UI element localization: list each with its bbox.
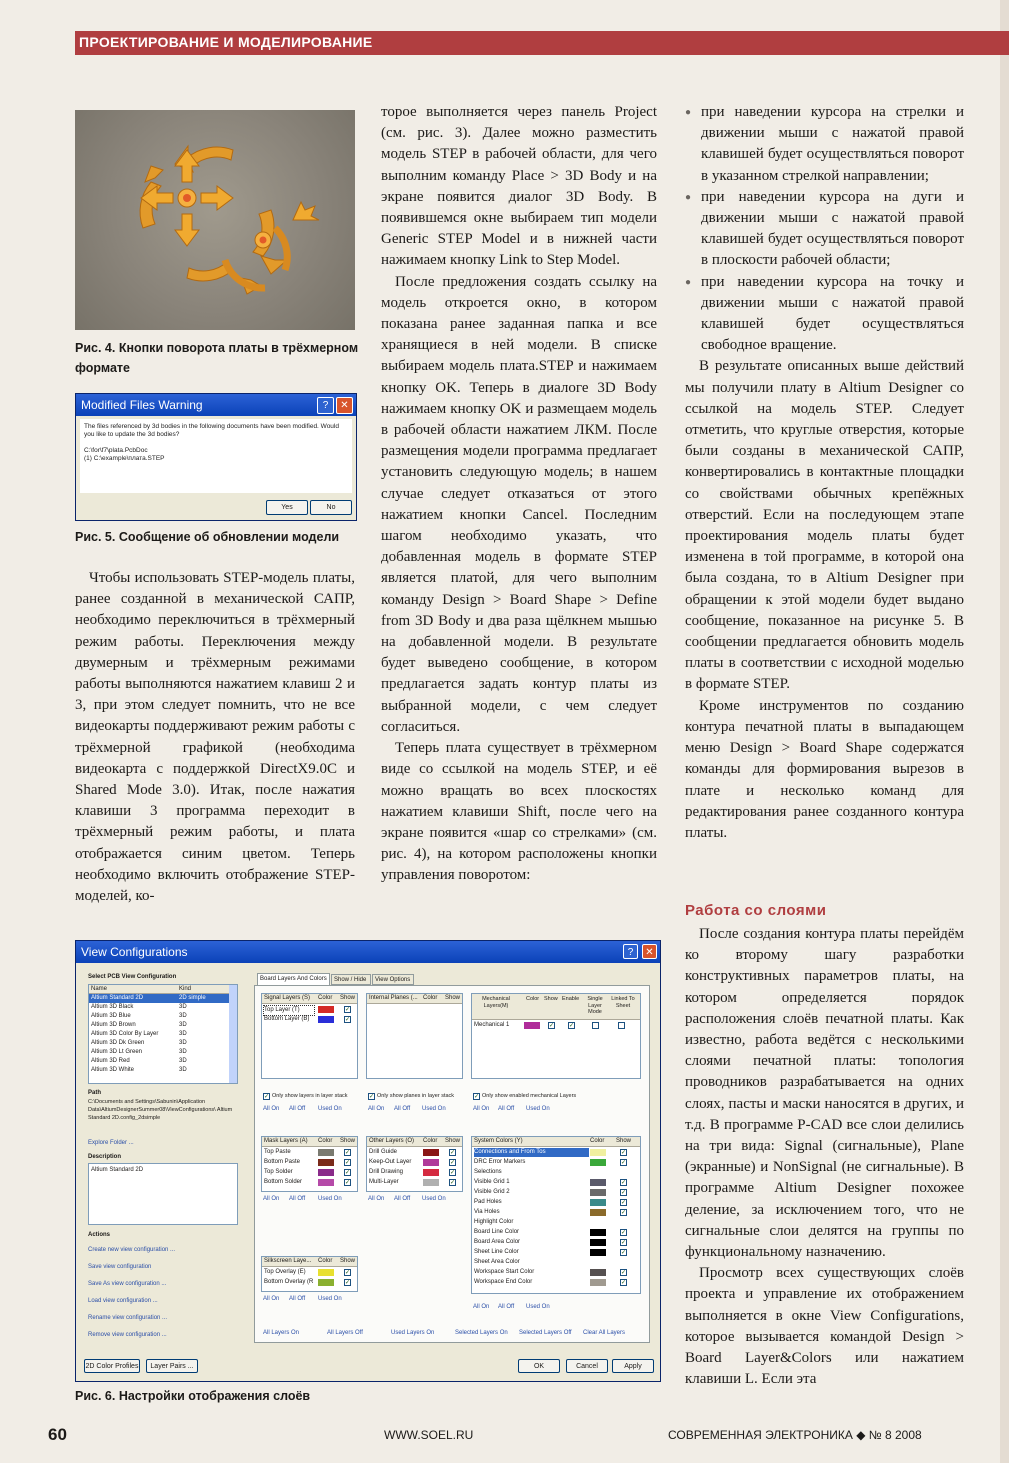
layer-name[interactable]: Top Overlay (E) bbox=[264, 1269, 306, 1275]
config-name: Altium 3D Color By Layer bbox=[91, 1031, 159, 1037]
column-3-paragraph-2: Кроме инструментов по созданию контура печатной платы в выпадающем меню Design > Board Shape содержатся команды для формирования вырезов в плате и несколько команд для редактирования ранее созданного контура платы. bbox=[685, 697, 964, 841]
signal-layers-table bbox=[261, 993, 358, 1079]
silkscreen-layers-table bbox=[261, 1256, 358, 1292]
actions-label: Actions bbox=[88, 1232, 111, 1238]
tab-board-layers[interactable]: Board Layers And Colors bbox=[257, 973, 330, 985]
dialog-body bbox=[80, 419, 352, 493]
bottom-link[interactable]: All Layers On bbox=[263, 1330, 300, 1336]
mask-layers-table bbox=[261, 1136, 358, 1192]
section-title: ПРОЕКТИРОВАНИЕ И МОДЕЛИРОВАНИЕ bbox=[79, 34, 373, 50]
all-on-link[interactable]: All On bbox=[263, 1196, 280, 1202]
bullet-item: ● при наведении курсора на дуги и движении мыши с нажатой правой клавишей будет осуществляться поворот в плоскости рабочей области; bbox=[685, 187, 964, 272]
layer-name[interactable]: Keep-Out Layer bbox=[369, 1159, 412, 1165]
show-checkbox[interactable]: ✓ bbox=[345, 1170, 351, 1176]
color-swatch[interactable] bbox=[590, 1189, 606, 1196]
layer-name[interactable]: Drill Drawing bbox=[369, 1169, 404, 1175]
only-planes-label: Only show planes in layer stack bbox=[377, 1093, 455, 1099]
column-1-paragraph: Чтобы использовать STEP-модель платы, ранее созданной в механической САПР, необходимо переключиться в трёхмерный режим работы. Переключения между двумерным и трёхмерным режимами работы выполняются нажатием клавиш 2 и 3, при этом следует помнить, что не все видеокарты поддерживают режим работы с трёхмерной графикой (необходима видеокарта с поддержкой DirectX9.0C и Shared Mode 3.0). Итак, после нажатия клавиши 3 программа переходит в трёхмерный режим работы, и плата отображается синим цветом. Теперь необходимо включить отображение STEP-моделей, ко- bbox=[75, 570, 355, 905]
bottom-link[interactable]: Selected Layers On bbox=[455, 1330, 508, 1336]
dialog-titlebar bbox=[76, 394, 356, 416]
help-icon[interactable]: ? bbox=[317, 397, 334, 414]
layer-name[interactable]: Bottom Overlay (R bbox=[264, 1279, 314, 1285]
color-swatch[interactable] bbox=[423, 1159, 439, 1166]
col-name-header: Name bbox=[91, 986, 108, 992]
color-header: Color bbox=[590, 1138, 605, 1144]
layer-name[interactable]: Board Line Color bbox=[474, 1229, 520, 1235]
show-header: Show bbox=[544, 996, 558, 1002]
config-name: Altium 3D Black bbox=[91, 1004, 134, 1010]
internal-planes-table bbox=[366, 993, 463, 1079]
show-checkbox[interactable]: ✓ bbox=[345, 1007, 351, 1013]
config-kind: 3D bbox=[179, 1058, 187, 1064]
close-icon[interactable]: ✕ bbox=[642, 944, 657, 959]
color-swatch[interactable] bbox=[318, 1279, 334, 1286]
show-checkbox[interactable]: ✓ bbox=[621, 1270, 627, 1276]
color-swatch[interactable] bbox=[590, 1149, 606, 1156]
column-3-paragraph-3: После создания контура платы перейдём ко второму шагу разработки конструктивных параметров платы, на котором определяется порядок расположения слоёв печатной платы. Как известно, работа ведётся с несколькими слоями печатной платы: топология проводников разрабатывается на одних слоях, пасты и маски наносятся в других, и т.д. В программе P-CAD все слои делились на три вида: Signal (сигнальные), Plane (экранные) и NonSignal (не сигнальные). В программе Altium Designer похожее деление, за исключением того, что не сигнальные слои делятся на группы по функциональному назначению. bbox=[685, 926, 964, 1261]
config-kind: 3D bbox=[179, 1004, 187, 1010]
color-swatch[interactable] bbox=[524, 1022, 540, 1029]
description-box[interactable]: Altium Standard 2D bbox=[88, 1163, 238, 1225]
system-colors-table bbox=[471, 1136, 641, 1294]
diamond-icon: ◆ bbox=[856, 1428, 866, 1442]
color-swatch[interactable] bbox=[590, 1199, 606, 1206]
layer-name[interactable]: Visible Grid 2 bbox=[474, 1189, 510, 1195]
other-header: Other Layers (O) bbox=[369, 1138, 415, 1144]
color-swatch[interactable] bbox=[590, 1179, 606, 1186]
mechanical-layers-table bbox=[471, 993, 641, 1079]
no-button[interactable]: No bbox=[310, 500, 352, 515]
used-on-link[interactable]: Used On bbox=[318, 1296, 342, 1302]
config-row[interactable] bbox=[89, 1066, 237, 1075]
page-number: 60 bbox=[48, 1425, 67, 1444]
footer-journal bbox=[668, 1428, 922, 1442]
column-3-lower bbox=[685, 924, 964, 1390]
path-label: Path bbox=[88, 1090, 102, 1096]
tab-show-hide[interactable]: Show / Hide bbox=[331, 974, 371, 985]
config-row[interactable] bbox=[89, 1021, 237, 1030]
footer-url: WWW.SOEL.RU bbox=[384, 1428, 474, 1442]
column-3-paragraph-1: В результате описанных выше действий мы получили плату в Altium Designer со ссылкой на модель STEP. Следует отметить, что круглые отверстия, которые были созданы в механической САПР, конвертировались в контактные площадки со свойствами обычных крепёжных отверстий. Если на последующем этапе проектирования модель платы будет изменена в той программе, в которой она была создана, то в Altium Designer при обращении к этой модели будет выдано сообщение, показанное на рисунке 5. В сообщении предлагается обновить модель платы в соответствии с исходной моделью в формате STEP. bbox=[685, 358, 964, 693]
layer-name[interactable]: Workspace Start Color bbox=[474, 1269, 535, 1275]
system-header: System Colors (Y) bbox=[474, 1138, 523, 1144]
config-name: Altium 3D Blue bbox=[91, 1013, 131, 1019]
all-on-link[interactable]: All On bbox=[263, 1106, 280, 1112]
description-label: Description bbox=[88, 1154, 122, 1160]
show-checkbox[interactable]: ✓ bbox=[549, 1023, 555, 1029]
config-name: Altium 3D Red bbox=[91, 1058, 130, 1064]
dialog-titlebar bbox=[76, 941, 660, 963]
show-checkbox[interactable]: ✓ bbox=[621, 1160, 627, 1166]
show-checkbox[interactable]: ✓ bbox=[345, 1280, 351, 1286]
layer-name[interactable]: Selections bbox=[474, 1169, 502, 1175]
single-layer-checkbox[interactable] bbox=[592, 1022, 599, 1029]
all-on-link[interactable]: All On bbox=[368, 1196, 385, 1202]
column-2-paragraph-1: торое выполняется через панель Project (см. рис. 3). Далее можно разместить модель STEP в рабочей области, для чего выполним команду Place > 3D Body и на экране появится диалог 3D Body. В появившемся окне выбираем тип модели Generic STEP Model и в нижней части нажимаем кнопку Link to Step Model. bbox=[381, 104, 657, 269]
config-list[interactable] bbox=[88, 984, 238, 1084]
config-kind: 3D bbox=[179, 1022, 187, 1028]
used-on-link[interactable]: Used On bbox=[422, 1196, 446, 1202]
layer-pairs-button[interactable]: Layer Pairs ... bbox=[146, 1359, 198, 1373]
close-icon[interactable]: ✕ bbox=[336, 397, 353, 414]
show-checkbox[interactable]: ✓ bbox=[345, 1017, 351, 1023]
layer-name[interactable]: Highlight Color bbox=[474, 1219, 514, 1225]
color-swatch[interactable] bbox=[318, 1269, 334, 1276]
layer-name[interactable]: DRC Error Markers bbox=[474, 1159, 526, 1165]
help-icon[interactable]: ? bbox=[623, 944, 638, 959]
show-checkbox[interactable]: ✓ bbox=[450, 1180, 456, 1186]
color-header: Color bbox=[423, 1138, 438, 1144]
color-swatch[interactable] bbox=[590, 1239, 606, 1246]
color-swatch[interactable] bbox=[590, 1269, 606, 1276]
color-swatch[interactable] bbox=[423, 1169, 439, 1176]
rotation-ball-figure bbox=[75, 110, 355, 330]
apply-button[interactable]: Apply bbox=[612, 1359, 654, 1373]
all-off-link[interactable]: All Off bbox=[289, 1196, 306, 1202]
only-mech-checkbox[interactable]: ✓ bbox=[474, 1094, 480, 1100]
mech-header: Mechanical Layers(M) bbox=[482, 996, 510, 1009]
tab-view-options[interactable]: View Options bbox=[372, 974, 414, 985]
color-swatch[interactable] bbox=[590, 1229, 606, 1236]
yes-button[interactable]: Yes bbox=[266, 500, 308, 515]
color-swatch[interactable] bbox=[318, 1149, 334, 1156]
layer-name[interactable]: Top Paste bbox=[264, 1149, 291, 1155]
used-on-link[interactable]: Used On bbox=[318, 1106, 342, 1112]
show-checkbox[interactable]: ✓ bbox=[345, 1180, 351, 1186]
color-swatch[interactable] bbox=[590, 1279, 606, 1286]
page-edge bbox=[1000, 0, 1009, 1463]
column-2-paragraph-3: Теперь плата существует в трёхмерном виде со ссылкой на модель STEP, и её можно вращать во всех плоскостях нажатием клавиши Shift, после чего на экране появится «шар со стрелками» (см. рис. 4), на котором расположены кнопки управления поворотом: bbox=[381, 740, 657, 884]
silk-header: Silkscreen Laye... bbox=[264, 1258, 312, 1264]
config-kind: 3D bbox=[179, 1049, 187, 1055]
show-checkbox[interactable]: ✓ bbox=[621, 1200, 627, 1206]
enable-header: Enable bbox=[562, 996, 580, 1002]
layer-name[interactable]: Sheet Line Color bbox=[474, 1249, 519, 1255]
color-header: Color bbox=[526, 996, 540, 1002]
layer-name[interactable]: Connections and From Tos bbox=[474, 1148, 589, 1157]
dialog-title: View Configurations bbox=[81, 945, 188, 959]
color-header: Color bbox=[318, 995, 333, 1001]
figure-4-caption: Рис. 4. Кнопки поворота платы в трёхмерном формате bbox=[75, 341, 359, 375]
color-swatch[interactable] bbox=[318, 1159, 334, 1166]
layer-name[interactable]: Board Area Color bbox=[474, 1239, 521, 1245]
used-on-link[interactable]: Used On bbox=[318, 1196, 342, 1202]
view-configurations-dialog bbox=[75, 940, 661, 1382]
section-header bbox=[75, 31, 1009, 55]
layer-name[interactable]: Multi-Layer bbox=[369, 1179, 399, 1185]
only-mech-label: Only show enabled mechanical Layers bbox=[482, 1093, 577, 1099]
color-swatch[interactable] bbox=[318, 1169, 334, 1176]
only-layers-label: Only show layers in layer stack bbox=[272, 1093, 348, 1099]
show-checkbox[interactable]: ✓ bbox=[450, 1150, 456, 1156]
single-layer-header: Single Layer Mode bbox=[587, 996, 603, 1015]
show-checkbox[interactable]: ✓ bbox=[621, 1250, 627, 1256]
layer-name[interactable]: Sheet Area Color bbox=[474, 1259, 520, 1265]
config-kind: 3D bbox=[179, 1067, 187, 1073]
color-swatch[interactable] bbox=[423, 1149, 439, 1156]
bullet-item: ● при наведении курсора на стрелки и движении мыши с нажатой правой клавишей будет осуществляться поворот в указанном стрелкой направлении; bbox=[685, 102, 964, 187]
config-kind: 2D simple bbox=[179, 995, 206, 1001]
col-kind-header: Kind bbox=[179, 986, 192, 992]
show-checkbox[interactable]: ✓ bbox=[345, 1270, 351, 1276]
mask-header: Mask Layers (A) bbox=[264, 1138, 308, 1144]
layer-name[interactable]: Top Solder bbox=[264, 1169, 293, 1175]
select-config-label: Select PCB View Configuration bbox=[88, 974, 177, 980]
action-link[interactable]: Save As view configuration ... bbox=[88, 1281, 167, 1287]
layer-name[interactable]: Mechanical 1 bbox=[474, 1022, 510, 1028]
dialog-file-2: (1) C:\example\плата.STEP bbox=[84, 455, 165, 462]
color-header: Color bbox=[318, 1138, 333, 1144]
dialog-message: The files referenced by 3d bodies in the following documents have been modified. Would you like to update the 3d bodies? bbox=[84, 423, 339, 438]
show-checkbox[interactable]: ✓ bbox=[450, 1170, 456, 1176]
show-header: Show bbox=[340, 1138, 356, 1144]
config-kind: 3D bbox=[179, 1040, 187, 1046]
show-checkbox[interactable]: ✓ bbox=[345, 1150, 351, 1156]
figure-6-caption: Рис. 6. Настройки отображения слоёв bbox=[75, 1389, 311, 1403]
layer-name[interactable]: Pad Holes bbox=[474, 1199, 502, 1205]
config-kind: 3D bbox=[179, 1013, 187, 1019]
all-off-link[interactable]: All Off bbox=[498, 1106, 515, 1112]
color-swatch[interactable] bbox=[318, 1016, 334, 1023]
only-planes-checkbox[interactable]: ✓ bbox=[369, 1094, 375, 1100]
color-header: Color bbox=[423, 995, 438, 1001]
path-value: C:\Documents and Settings\Sabunin\Application Data\AltiumDesignerSummer08\ViewConfigurations\ Altium Standard 2D.config_2dsimple bbox=[88, 1099, 233, 1121]
action-link[interactable]: Create new view configuration ... bbox=[88, 1247, 176, 1253]
layer-name[interactable]: Via Holes bbox=[474, 1209, 500, 1215]
show-checkbox[interactable]: ✓ bbox=[621, 1180, 627, 1186]
column-3-paragraph-4: Просмотр всех существующих слоёв проекта и управление их отображением выполняется в окне View Configurations, которое вызывается командой Design > Board Layer&Colors или нажатием клавиши L. Если эта bbox=[685, 1265, 964, 1388]
dialog-title: Modified Files Warning bbox=[81, 398, 203, 412]
show-header: Show bbox=[340, 995, 356, 1001]
explore-folder-link[interactable]: Explore Folder ... bbox=[88, 1140, 134, 1146]
journal-name: СОВРЕМЕННАЯ ЭЛЕКТРОНИКА bbox=[668, 1428, 853, 1442]
show-header: Show bbox=[616, 1138, 632, 1144]
show-header: Show bbox=[340, 1258, 356, 1264]
scrollbar[interactable] bbox=[229, 985, 237, 1083]
bullet-item: ● при наведении курсора на точку и движении мыши с нажатой правой клавишей будет осуществляться свободное вращение. bbox=[685, 272, 964, 357]
show-checkbox[interactable]: ✓ bbox=[621, 1210, 627, 1216]
config-row[interactable] bbox=[89, 1012, 237, 1021]
config-kind: 3D bbox=[179, 1031, 187, 1037]
rotation-ball-icon bbox=[75, 110, 355, 330]
used-on-link[interactable]: Used On bbox=[526, 1106, 550, 1112]
used-on-link[interactable]: Used On bbox=[526, 1304, 550, 1310]
color-header: Color bbox=[318, 1258, 333, 1264]
dialog-file-1: C:\for\f7\plata.PcbDoc bbox=[84, 447, 148, 454]
modified-files-warning-dialog bbox=[75, 393, 357, 521]
config-name: Altium Standard 2D bbox=[91, 995, 144, 1001]
signal-header: Signal Layers (S) bbox=[264, 995, 311, 1001]
show-checkbox[interactable]: ✓ bbox=[621, 1190, 627, 1196]
column-2 bbox=[381, 102, 657, 887]
config-row[interactable] bbox=[89, 1039, 237, 1048]
used-on-link[interactable]: Used On bbox=[422, 1106, 446, 1112]
all-on-link[interactable]: All On bbox=[263, 1296, 280, 1302]
other-layers-table bbox=[366, 1136, 463, 1192]
only-layers-checkbox[interactable]: ✓ bbox=[264, 1094, 270, 1100]
layer-name[interactable]: Top Layer (T) bbox=[263, 1005, 315, 1016]
config-name: Altium 3D Brown bbox=[91, 1022, 136, 1028]
color-swatch[interactable] bbox=[318, 1006, 334, 1013]
enable-checkbox[interactable]: ✓ bbox=[569, 1023, 575, 1029]
all-off-link[interactable]: All Off bbox=[498, 1304, 515, 1310]
action-link[interactable]: Rename view configuration ... bbox=[88, 1315, 168, 1321]
bottom-link[interactable]: All Layers Off bbox=[327, 1330, 363, 1336]
show-header: Show bbox=[445, 995, 461, 1001]
all-on-link[interactable]: All On bbox=[368, 1106, 385, 1112]
linked-checkbox[interactable] bbox=[618, 1022, 625, 1029]
column-2-paragraph-2: После предложения создать ссылку на модель откроется окно, в котором показана ранее заданная папка и все хранящиеся в ней модели. В списке выбираем модель плата.STEP и нажимаем кнопку OK. Теперь в диалоге 3D Body нажимаем кнопку OK и размещаем модель в рабочей области нажатием ЛКМ. После размещения модели программа предлагает установить следующую модель; в нашем случае следует отказаться от этого нажатием кнопки Cancel. Последним шагом необходимо указать, что добавленная модель в формате STEP является платой, для чего выполним команду Design > Board Shape > Define from 3D Body и два раза щёлкнем мышью на добавленной модели. В результате будет выведено сообщение, в котором предлагается задать контур платы из выбранной модели, с чем следует согласиться. bbox=[381, 273, 657, 735]
show-checkbox[interactable]: ✓ bbox=[621, 1240, 627, 1246]
linked-header: Linked To Sheet bbox=[611, 996, 635, 1009]
show-checkbox[interactable]: ✓ bbox=[621, 1230, 627, 1236]
show-checkbox[interactable]: ✓ bbox=[621, 1280, 627, 1286]
all-on-link[interactable]: All On bbox=[473, 1106, 490, 1112]
layer-name[interactable]: Bottom Paste bbox=[264, 1159, 301, 1165]
config-row[interactable] bbox=[89, 1030, 237, 1039]
internal-header: Internal Planes (... bbox=[369, 995, 418, 1001]
color-swatch[interactable] bbox=[590, 1209, 606, 1216]
section-subheading: Работа со слоями bbox=[685, 902, 827, 919]
layer-name[interactable]: Visible Grid 1 bbox=[474, 1179, 510, 1185]
layer-name[interactable]: Workspace End Color bbox=[474, 1279, 533, 1285]
layer-name[interactable]: Bottom Solder bbox=[264, 1179, 303, 1185]
all-off-link[interactable]: All Off bbox=[289, 1296, 306, 1302]
all-off-link[interactable]: All Off bbox=[289, 1106, 306, 1112]
bottom-link[interactable]: Clear All Layers bbox=[583, 1330, 626, 1336]
figure-5-caption: Рис. 5. Сообщение об обновлении модели bbox=[75, 530, 340, 544]
all-off-link[interactable]: All Off bbox=[394, 1196, 411, 1202]
all-on-link[interactable]: All On bbox=[473, 1304, 490, 1310]
action-link[interactable]: Load view configuration ... bbox=[88, 1298, 158, 1304]
all-off-link[interactable]: All Off bbox=[394, 1106, 411, 1112]
show-header: Show bbox=[445, 1138, 461, 1144]
config-row[interactable] bbox=[89, 1003, 237, 1012]
ok-button[interactable]: OK bbox=[518, 1359, 560, 1373]
layer-name[interactable]: Drill Guide bbox=[369, 1149, 398, 1155]
config-name: Altium 3D Dk Green bbox=[91, 1040, 145, 1046]
config-row[interactable] bbox=[89, 994, 237, 1003]
config-name: Altium 3D White bbox=[91, 1067, 135, 1073]
show-checkbox[interactable]: ✓ bbox=[621, 1150, 627, 1156]
issue-number: № 8 2008 bbox=[868, 1428, 922, 1442]
bottom-link[interactable]: Used Layers On bbox=[391, 1330, 435, 1336]
config-rows bbox=[89, 994, 237, 1075]
layer-name[interactable]: Bottom Layer (B) bbox=[264, 1016, 310, 1022]
color-swatch[interactable] bbox=[590, 1159, 606, 1166]
show-checkbox[interactable]: ✓ bbox=[345, 1160, 351, 1166]
color-profiles-button[interactable]: 2D Color Profiles bbox=[84, 1359, 140, 1373]
config-row[interactable] bbox=[89, 1057, 237, 1066]
color-swatch[interactable] bbox=[423, 1179, 439, 1186]
config-row[interactable] bbox=[89, 1048, 237, 1057]
show-checkbox[interactable]: ✓ bbox=[450, 1160, 456, 1166]
action-link[interactable]: Remove view configuration ... bbox=[88, 1332, 167, 1338]
color-swatch[interactable] bbox=[590, 1249, 606, 1256]
action-link[interactable]: Save view configuration bbox=[88, 1264, 152, 1270]
column-1 bbox=[75, 568, 355, 907]
column-3 bbox=[685, 102, 964, 844]
config-name: Altium 3D Lt Green bbox=[91, 1049, 143, 1055]
cancel-button[interactable]: Cancel bbox=[566, 1359, 608, 1373]
bottom-link[interactable]: Selected Layers Off bbox=[519, 1330, 572, 1336]
color-swatch[interactable] bbox=[318, 1179, 334, 1186]
